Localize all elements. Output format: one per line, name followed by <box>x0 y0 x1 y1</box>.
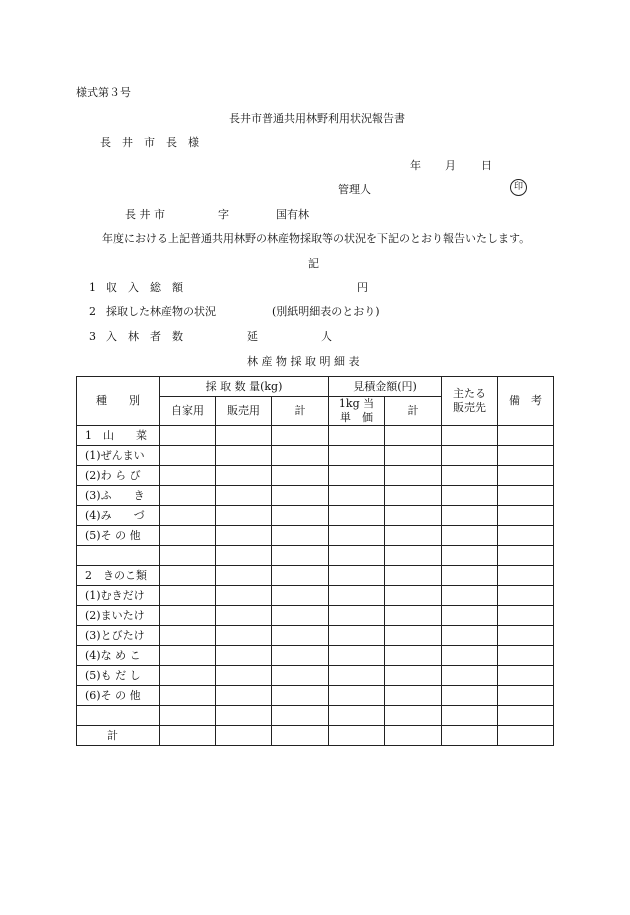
table-cell <box>385 625 442 645</box>
table-cell <box>385 605 442 625</box>
table-cell <box>272 685 329 705</box>
location-aza: 字 <box>218 208 229 221</box>
table-cell <box>160 545 216 565</box>
row-label: (1)むきだけ <box>77 585 160 605</box>
table-caption: 林 産 物 採 取 明 細 表 <box>247 355 360 368</box>
table-cell <box>385 585 442 605</box>
table-row <box>77 705 554 725</box>
table-row <box>77 585 554 605</box>
table-cell <box>442 565 498 585</box>
table-cell <box>498 465 554 485</box>
table-cell <box>272 565 329 585</box>
table-cell <box>272 465 329 485</box>
table-cell <box>160 625 216 645</box>
table-cell <box>498 445 554 465</box>
table-cell <box>160 585 216 605</box>
item-3-label: 入 林 者 数 <box>106 330 183 343</box>
table-cell <box>329 565 385 585</box>
table-cell <box>216 485 272 505</box>
row-label: (1)ぜんまい <box>77 445 160 465</box>
table-cell <box>160 445 216 465</box>
header-main-buyer-line2: 販売先 <box>453 400 487 414</box>
table-row <box>77 685 554 705</box>
row-label: (5)そ の 他 <box>77 525 160 545</box>
table-cell <box>216 445 272 465</box>
table-cell <box>442 465 498 485</box>
table-cell <box>498 665 554 685</box>
intro-text: 年度における上記普通共用林野の林産物採取等の状況を下記のとおり報告いたします。 <box>102 232 531 245</box>
table-cell <box>385 645 442 665</box>
table-cell <box>442 725 498 745</box>
header-remarks: 備 考 <box>498 377 554 426</box>
table-cell <box>216 545 272 565</box>
header-for-sale: 販売用 <box>216 397 272 426</box>
row-label: (4)な め こ <box>77 645 160 665</box>
table-cell <box>385 505 442 525</box>
header-type: 種 別 <box>77 377 160 426</box>
table-cell <box>272 485 329 505</box>
table-row <box>77 505 554 525</box>
date-month: 月 <box>445 159 456 172</box>
table-cell <box>498 565 554 585</box>
row-label <box>77 545 160 565</box>
row-label: (2)わ ら び <box>77 465 160 485</box>
table-cell <box>272 645 329 665</box>
item-1-unit: 円 <box>357 281 368 294</box>
table-cell <box>216 705 272 725</box>
table-cell <box>160 705 216 725</box>
table-cell <box>216 585 272 605</box>
ki-heading: 記 <box>308 257 319 270</box>
table-cell <box>329 665 385 685</box>
header-row-1 <box>77 377 554 397</box>
table-row <box>77 605 554 625</box>
item-1-label: 収 入 総 額 <box>106 281 183 294</box>
header-self-use: 自家用 <box>160 397 216 426</box>
manager-label: 管理人 <box>338 183 371 196</box>
table-cell <box>442 645 498 665</box>
date-year: 年 <box>410 159 421 172</box>
table-row <box>77 725 554 745</box>
table-cell <box>442 665 498 685</box>
table-cell <box>385 425 442 445</box>
table-cell <box>329 705 385 725</box>
header-quantity-total: 計 <box>272 397 329 426</box>
addressee: 長 井 市 長 様 <box>100 136 199 149</box>
table-cell <box>498 605 554 625</box>
table-row <box>77 665 554 685</box>
row-label: (3)とびたけ <box>77 625 160 645</box>
table-cell <box>329 725 385 745</box>
header-main-buyer <box>442 377 498 426</box>
header-main-buyer-line1: 主たる <box>453 387 487 400</box>
table-cell <box>216 425 272 445</box>
table-cell <box>498 705 554 725</box>
table-cell <box>385 485 442 505</box>
table-cell <box>216 625 272 645</box>
header-estimate: 見積金額(円) <box>329 377 442 397</box>
table-cell <box>272 445 329 465</box>
table-cell <box>272 625 329 645</box>
table-cell <box>442 445 498 465</box>
table-cell <box>442 685 498 705</box>
table-cell <box>216 505 272 525</box>
form-number: 様式第３号 <box>76 86 131 99</box>
table-cell <box>216 645 272 665</box>
table-cell <box>272 605 329 625</box>
date-day: 日 <box>481 159 492 172</box>
table-row <box>77 485 554 505</box>
table-cell <box>442 705 498 725</box>
table-cell <box>498 585 554 605</box>
document-title: 長井市普通共用林野利用状況報告書 <box>229 112 405 125</box>
harvest-detail-table <box>76 376 554 746</box>
table-cell <box>160 525 216 545</box>
table-cell <box>272 505 329 525</box>
table-cell <box>329 505 385 525</box>
row-label: 1 山 菜 <box>77 425 160 445</box>
table-cell <box>329 685 385 705</box>
table-cell <box>442 485 498 505</box>
table-cell <box>160 505 216 525</box>
table-cell <box>329 585 385 605</box>
table-cell <box>272 665 329 685</box>
table-cell <box>385 705 442 725</box>
header-unit-price-line2: 単 価 <box>340 410 374 424</box>
table-cell <box>385 525 442 545</box>
row-label: 計 <box>77 725 160 745</box>
table-cell <box>385 445 442 465</box>
table-cell <box>442 625 498 645</box>
location-city: 長 井 市 <box>125 208 165 221</box>
row-label: (2)まいたけ <box>77 605 160 625</box>
table-row <box>77 625 554 645</box>
table-cell <box>160 645 216 665</box>
table-cell <box>329 525 385 545</box>
item-3-number: 3 <box>89 330 96 343</box>
table-cell <box>216 605 272 625</box>
table-cell <box>498 545 554 565</box>
table-cell <box>442 585 498 605</box>
table-cell <box>160 565 216 585</box>
table-cell <box>216 465 272 485</box>
table-cell <box>329 425 385 445</box>
table-cell <box>385 565 442 585</box>
table-row <box>77 445 554 465</box>
table-cell <box>160 425 216 445</box>
table-cell <box>442 525 498 545</box>
table-cell <box>442 425 498 445</box>
table-cell <box>160 665 216 685</box>
table-cell <box>498 505 554 525</box>
table-cell <box>329 625 385 645</box>
table-cell <box>385 665 442 685</box>
table-cell <box>442 605 498 625</box>
table-cell <box>385 725 442 745</box>
table-cell <box>160 465 216 485</box>
table-row <box>77 545 554 565</box>
row-label: (6)そ の 他 <box>77 685 160 705</box>
row-label: 2 きのこ類 <box>77 565 160 585</box>
row-label <box>77 705 160 725</box>
table-cell <box>498 645 554 665</box>
table-row <box>77 525 554 545</box>
table-cell <box>498 525 554 545</box>
table-cell <box>272 425 329 445</box>
table-cell <box>272 585 329 605</box>
table-row <box>77 465 554 485</box>
table-cell <box>216 565 272 585</box>
seal-mark: 印 <box>510 179 527 196</box>
table-cell <box>160 485 216 505</box>
item-3-mid: 延 <box>247 330 258 343</box>
table-cell <box>385 685 442 705</box>
table-cell <box>329 485 385 505</box>
table-cell <box>498 425 554 445</box>
table-cell <box>329 605 385 625</box>
table-cell <box>442 505 498 525</box>
item-3-unit: 人 <box>321 330 332 343</box>
table-cell <box>498 725 554 745</box>
row-label: (4)み づ <box>77 505 160 525</box>
table-cell <box>216 665 272 685</box>
table-cell <box>498 685 554 705</box>
header-unit-price <box>329 397 385 426</box>
item-1-number: 1 <box>89 281 96 294</box>
item-2-number: 2 <box>89 305 96 318</box>
row-label: (5)も だ し <box>77 665 160 685</box>
table-cell <box>498 625 554 645</box>
table-cell <box>385 545 442 565</box>
table-row <box>77 565 554 585</box>
header-unit-price-line1: 1kg 当 <box>338 397 375 410</box>
table-cell <box>272 545 329 565</box>
table-cell <box>272 525 329 545</box>
table-cell <box>160 685 216 705</box>
table-cell <box>498 485 554 505</box>
item-2-label: 採取した林産物の状況 <box>106 305 216 318</box>
table-cell <box>160 725 216 745</box>
table-cell <box>216 525 272 545</box>
table-cell <box>272 705 329 725</box>
item-2-note: (別紙明細表のとおり) <box>272 305 380 318</box>
table-cell <box>216 725 272 745</box>
table-cell <box>160 605 216 625</box>
table-cell <box>442 545 498 565</box>
table-cell <box>216 685 272 705</box>
table-row <box>77 645 554 665</box>
table-cell <box>272 725 329 745</box>
table-cell <box>329 645 385 665</box>
table-cell <box>385 465 442 485</box>
table-cell <box>329 465 385 485</box>
header-quantity: 採 取 数 量(kg) <box>160 377 329 397</box>
row-label: (3)ふ き <box>77 485 160 505</box>
location-forest: 国有林 <box>276 208 309 221</box>
table-cell <box>329 445 385 465</box>
header-amount-total: 計 <box>385 397 442 426</box>
table-row <box>77 425 554 445</box>
table-cell <box>329 545 385 565</box>
